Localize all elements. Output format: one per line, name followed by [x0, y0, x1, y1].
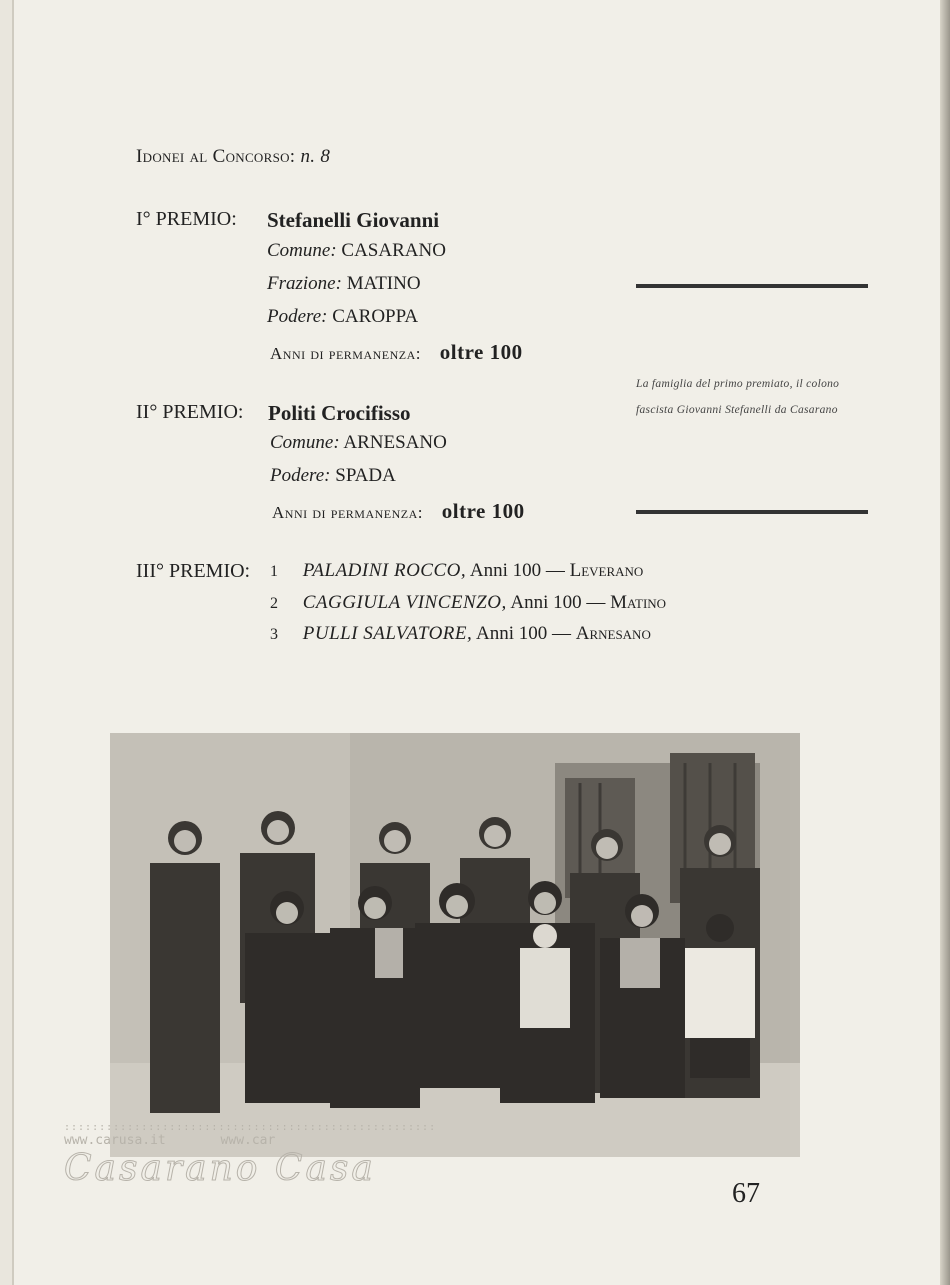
caption-line-1: La famiglia del primo premiato, il colono	[636, 378, 840, 390]
entry-num: 1	[270, 563, 278, 580]
entry-name: CAGGIULA VINCENZO,	[302, 592, 507, 613]
entry-anni: Anni 100 —	[475, 623, 571, 644]
field-key: Podere:	[270, 465, 331, 486]
entry-num: 3	[270, 626, 278, 643]
field-key: Podere:	[267, 306, 328, 327]
field-value: CASARANO	[341, 240, 446, 261]
prize1-field-frazione	[267, 273, 421, 295]
field-key: Frazione:	[267, 273, 342, 294]
watermark-url: www.carusa.it www.car	[64, 1133, 276, 1148]
header-line	[136, 146, 330, 168]
anni-label: Anni di permanenza:	[272, 503, 423, 522]
caption-line-2: fascista Giovanni Stefanelli da Casarano	[636, 404, 838, 416]
book-page	[12, 0, 940, 1285]
prize3-entry-2	[270, 592, 666, 614]
prize2-field-comune	[270, 432, 447, 454]
field-value: SPADA	[335, 465, 396, 486]
page-number: 67	[732, 1178, 760, 1209]
anni-value: oltre 100	[441, 499, 525, 523]
field-key: Comune:	[267, 240, 337, 261]
prize1-field-podere	[267, 306, 418, 328]
header-count: n. 8	[300, 146, 331, 167]
family-photo-illustration	[110, 733, 800, 1157]
anni-value: oltre 100	[439, 340, 523, 364]
entry-name: PULLI SALVATORE,	[302, 623, 473, 644]
prize2-label: II° PREMIO:	[136, 401, 244, 423]
prize3-entry-1	[270, 560, 643, 582]
prize1-winner: Stefanelli Giovanni	[267, 208, 440, 232]
entry-anni: Anni 100 —	[469, 560, 565, 581]
prize1-label: I° PREMIO:	[136, 208, 237, 230]
field-value: CAROPPA	[332, 306, 419, 327]
watermark-script: Casarano Casa	[64, 1148, 376, 1189]
family-photo	[110, 733, 800, 1157]
prize3-label: III° PREMIO:	[136, 560, 251, 582]
prize3-entry-3	[270, 623, 651, 645]
entry-place: Arnesano	[575, 623, 651, 644]
caption-rule-top	[636, 284, 868, 288]
prize1-field-comune	[267, 240, 446, 262]
book-spine-shadow	[940, 0, 950, 1285]
field-key: Comune:	[270, 432, 340, 453]
field-value: MATINO	[346, 273, 421, 294]
field-value: ARNESANO	[343, 432, 447, 453]
entry-anni: Anni 100 —	[510, 592, 606, 613]
anni-label: Anni di permanenza:	[270, 344, 421, 363]
entry-num: 2	[270, 595, 278, 612]
watermark-dots: :::::::::::::::::::::::::::::::::::::::::::::::::::::	[64, 1122, 437, 1133]
prize2-field-podere	[270, 465, 396, 487]
caption-rule-bottom	[636, 510, 868, 514]
entry-place: Matino	[610, 592, 667, 613]
prize2-anni	[272, 499, 525, 524]
site-watermark	[64, 1122, 437, 1222]
prize2-winner: Politi Crocifisso	[268, 401, 411, 425]
entry-place: Leverano	[569, 560, 644, 581]
entry-name: PALADINI ROCCO,	[302, 560, 467, 581]
header-label: Idonei al Concorso:	[136, 146, 296, 167]
prize1-anni	[270, 340, 523, 365]
